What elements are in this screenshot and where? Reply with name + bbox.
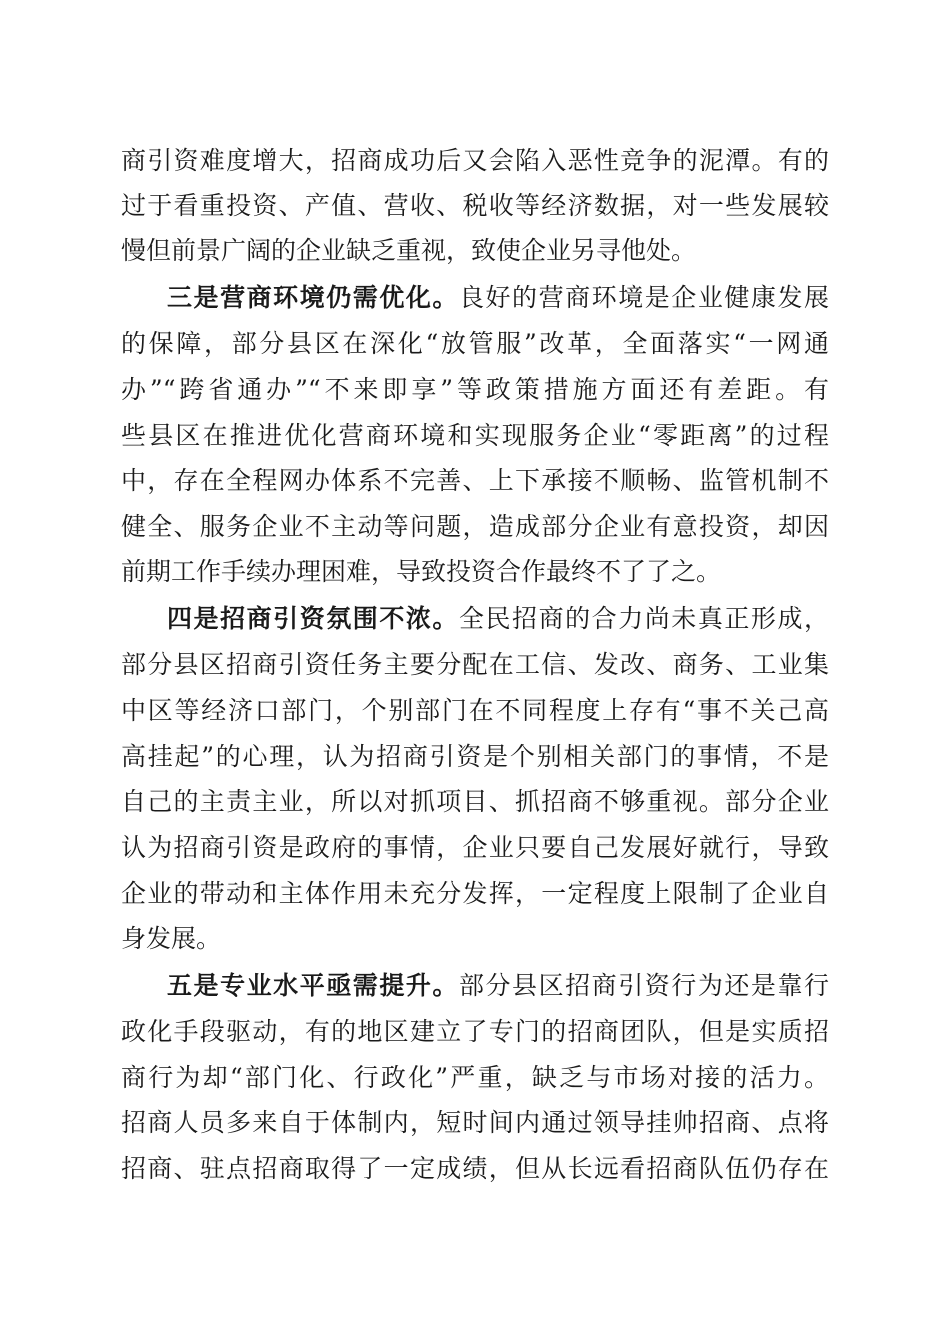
paragraph-line [121, 876, 829, 912]
paragraph-line [121, 693, 829, 729]
paragraph-line [167, 601, 829, 637]
line-text: 自己的主责主业，所以对抓项目、抓招商不够重视。部分企业 [121, 787, 829, 816]
paragraph-line [121, 830, 829, 866]
line-text: 认为招商引资是政府的事情，企业只要自己发展好就行，导致 [121, 833, 829, 862]
line-text: 商行为却“部门化、行政化”严重，缺乏与市场对接的活力。 [121, 1063, 829, 1092]
line-text: 高挂起”的心理，认为招商引资是个别相关部门的事情，不是 [121, 742, 829, 771]
line-text: 办”“跨省通办”“不来即享”等政策措施方面还有差距。有 [121, 375, 829, 404]
line-text: 良好的营商环境是企业健康发展 [458, 283, 829, 312]
section-heading: 五是专业水平亟需提升。 [167, 971, 459, 1000]
paragraph-line [121, 1105, 829, 1141]
paragraph-line [121, 784, 829, 820]
paragraph-line [121, 1014, 829, 1050]
paragraph-line [121, 921, 829, 957]
paragraph-line [121, 372, 829, 408]
paragraph-line [121, 233, 829, 269]
paragraph-line [121, 143, 829, 179]
paragraph-line [121, 647, 829, 683]
paragraph-line [121, 326, 829, 362]
line-text: 前期工作手续办理困难，导致投资合作最终不了了之。 [121, 557, 722, 586]
paragraph-line [121, 418, 829, 454]
paragraph-line [167, 280, 829, 316]
line-text: 身发展。 [121, 924, 222, 953]
section-heading: 三是营商环境仍需优化。 [167, 283, 459, 312]
line-text: 部分县区招商引资任务主要分配在工信、发改、商务、工业集 [121, 650, 829, 679]
paragraph-line [121, 1151, 829, 1187]
line-text: 健全、服务企业不主动等问题，造成部分企业有意投资，却因 [121, 512, 829, 541]
paragraph-line [121, 463, 829, 499]
paragraph-line [121, 739, 829, 775]
line-text: 全民招商的合力尚未真正形成， [458, 604, 829, 633]
line-text: 招商、驻点招商取得了一定成绩，但从长远看招商队伍仍存在 [121, 1154, 829, 1183]
paragraph-line [121, 554, 829, 590]
paragraph-line [121, 1060, 829, 1096]
line-text: 企业的带动和主体作用未充分发挥，一定程度上限制了企业自 [121, 879, 829, 908]
line-text: 过于看重投资、产值、营收、税收等经济数据，对一些发展较 [121, 191, 829, 220]
line-text: 些县区在推进优化营商环境和实现服务企业“零距离”的过程 [121, 421, 829, 450]
line-text: 商引资难度增大，招商成功后又会陷入恶性竞争的泥潭。有的 [121, 146, 829, 175]
paragraph-line [121, 509, 829, 545]
line-text: 的保障，部分县区在深化“放管服”改革，全面落实“一网通 [121, 329, 829, 358]
line-text: 招商人员多来自于体制内，短时间内通过领导挂帅招商、点将 [121, 1108, 829, 1137]
line-text: 慢但前景广阔的企业缺乏重视，致使企业另寻他处。 [121, 236, 697, 265]
line-text: 中区等经济口部门，个别部门在不同程度上存有“事不关己高 [121, 696, 829, 725]
section-heading: 四是招商引资氛围不浓。 [167, 604, 459, 633]
line-text: 部分县区招商引资行为还是靠行 [458, 971, 829, 1000]
paragraph-line [121, 188, 829, 224]
line-text: 中，存在全程网办体系不完善、上下承接不顺畅、监管机制不 [121, 466, 829, 495]
paragraph-line [167, 968, 829, 1004]
line-text: 政化手段驱动，有的地区建立了专门的招商团队，但是实质招 [121, 1017, 829, 1046]
